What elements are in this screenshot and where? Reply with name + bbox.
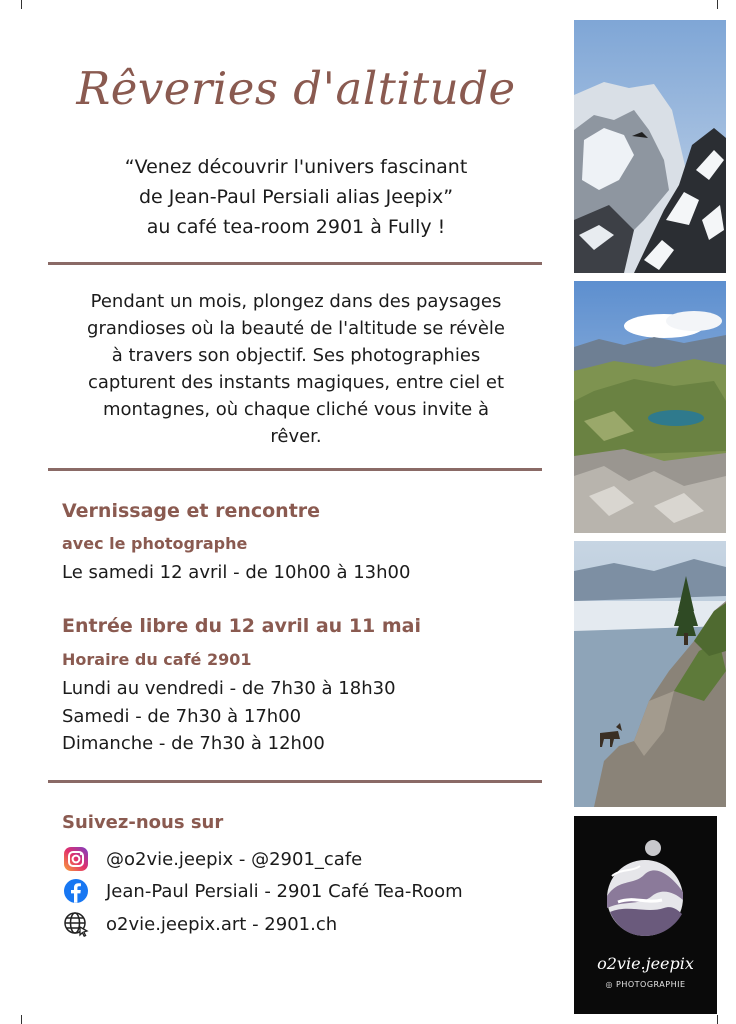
crop-mark-bottom-left <box>21 1015 22 1024</box>
instagram-handles: @o2vie.jeepix - @2901_cafe <box>106 848 363 870</box>
photo-alpine-lake <box>574 281 726 533</box>
divider <box>48 780 542 783</box>
description-line: à travers son objectif. Ses photographies <box>111 345 481 366</box>
vernissage-date: Le samedi 12 avril - de 10h00 à 13h00 <box>62 562 411 583</box>
globe-cursor-icon <box>62 910 90 938</box>
description-line: montagnes, où chaque cliché vous invite à <box>103 399 489 420</box>
instagram-icon <box>62 845 90 873</box>
website-row[interactable] <box>62 910 337 938</box>
social-heading: Suivez-nous sur <box>62 812 224 833</box>
intro-line: de Jean-Paul Persiali alias Jeepix” <box>138 186 454 208</box>
cafe-hours-heading: Horaire du café 2901 <box>62 650 252 669</box>
logo-name: o2vie.jeepix <box>597 954 694 973</box>
crop-mark-bottom-right <box>717 1015 718 1024</box>
divider <box>48 468 542 471</box>
page-title: Rêveries d'altitude <box>76 62 516 115</box>
hours-weekdays: Lundi au vendredi - de 7h30 à 18h30 <box>62 678 396 699</box>
intro-quote <box>48 152 544 242</box>
logo-tagline <box>574 980 717 989</box>
photo-snowy-peak <box>574 20 726 273</box>
description-line: rêver. <box>270 426 322 447</box>
vernissage-subheading: avec le photographe <box>62 534 248 553</box>
photo-cliff-chamois <box>574 541 726 807</box>
intro-line: au café tea-room 2901 à Fully ! <box>146 216 446 238</box>
brand-logo <box>574 816 717 1014</box>
facebook-icon <box>62 877 90 905</box>
crop-mark-top-left <box>21 0 22 9</box>
description-line: grandioses où la beauté de l'altitude se révèle <box>87 318 505 339</box>
instagram-small-icon: ◎ <box>605 980 617 989</box>
description-line: capturent des instants magiques, entre ciel et <box>87 372 504 393</box>
description-line: Pendant un mois, plongez dans des paysages <box>90 291 502 312</box>
vernissage-heading: Vernissage et rencontre <box>62 500 321 522</box>
facebook-row[interactable] <box>62 877 463 905</box>
intro-line: “Venez découvrir l'univers fascinant <box>124 156 468 178</box>
hours-sunday: Dimanche - de 7h30 à 12h00 <box>62 733 325 754</box>
entry-heading: Entrée libre du 12 avril au 11 mai <box>62 615 422 637</box>
logo-emblem-icon <box>574 816 717 946</box>
instagram-row[interactable] <box>62 845 362 873</box>
website-links: o2vie.jeepix.art - 2901.ch <box>106 913 338 935</box>
hours-saturday: Samedi - de 7h30 à 17h00 <box>62 706 302 727</box>
description <box>48 288 544 450</box>
crop-mark-top-right <box>717 0 718 9</box>
logo-tagline-text: PHOTOGRAPHIE <box>616 980 686 989</box>
divider <box>48 262 542 265</box>
facebook-names: Jean-Paul Persiali - 2901 Café Tea-Room <box>106 880 463 902</box>
